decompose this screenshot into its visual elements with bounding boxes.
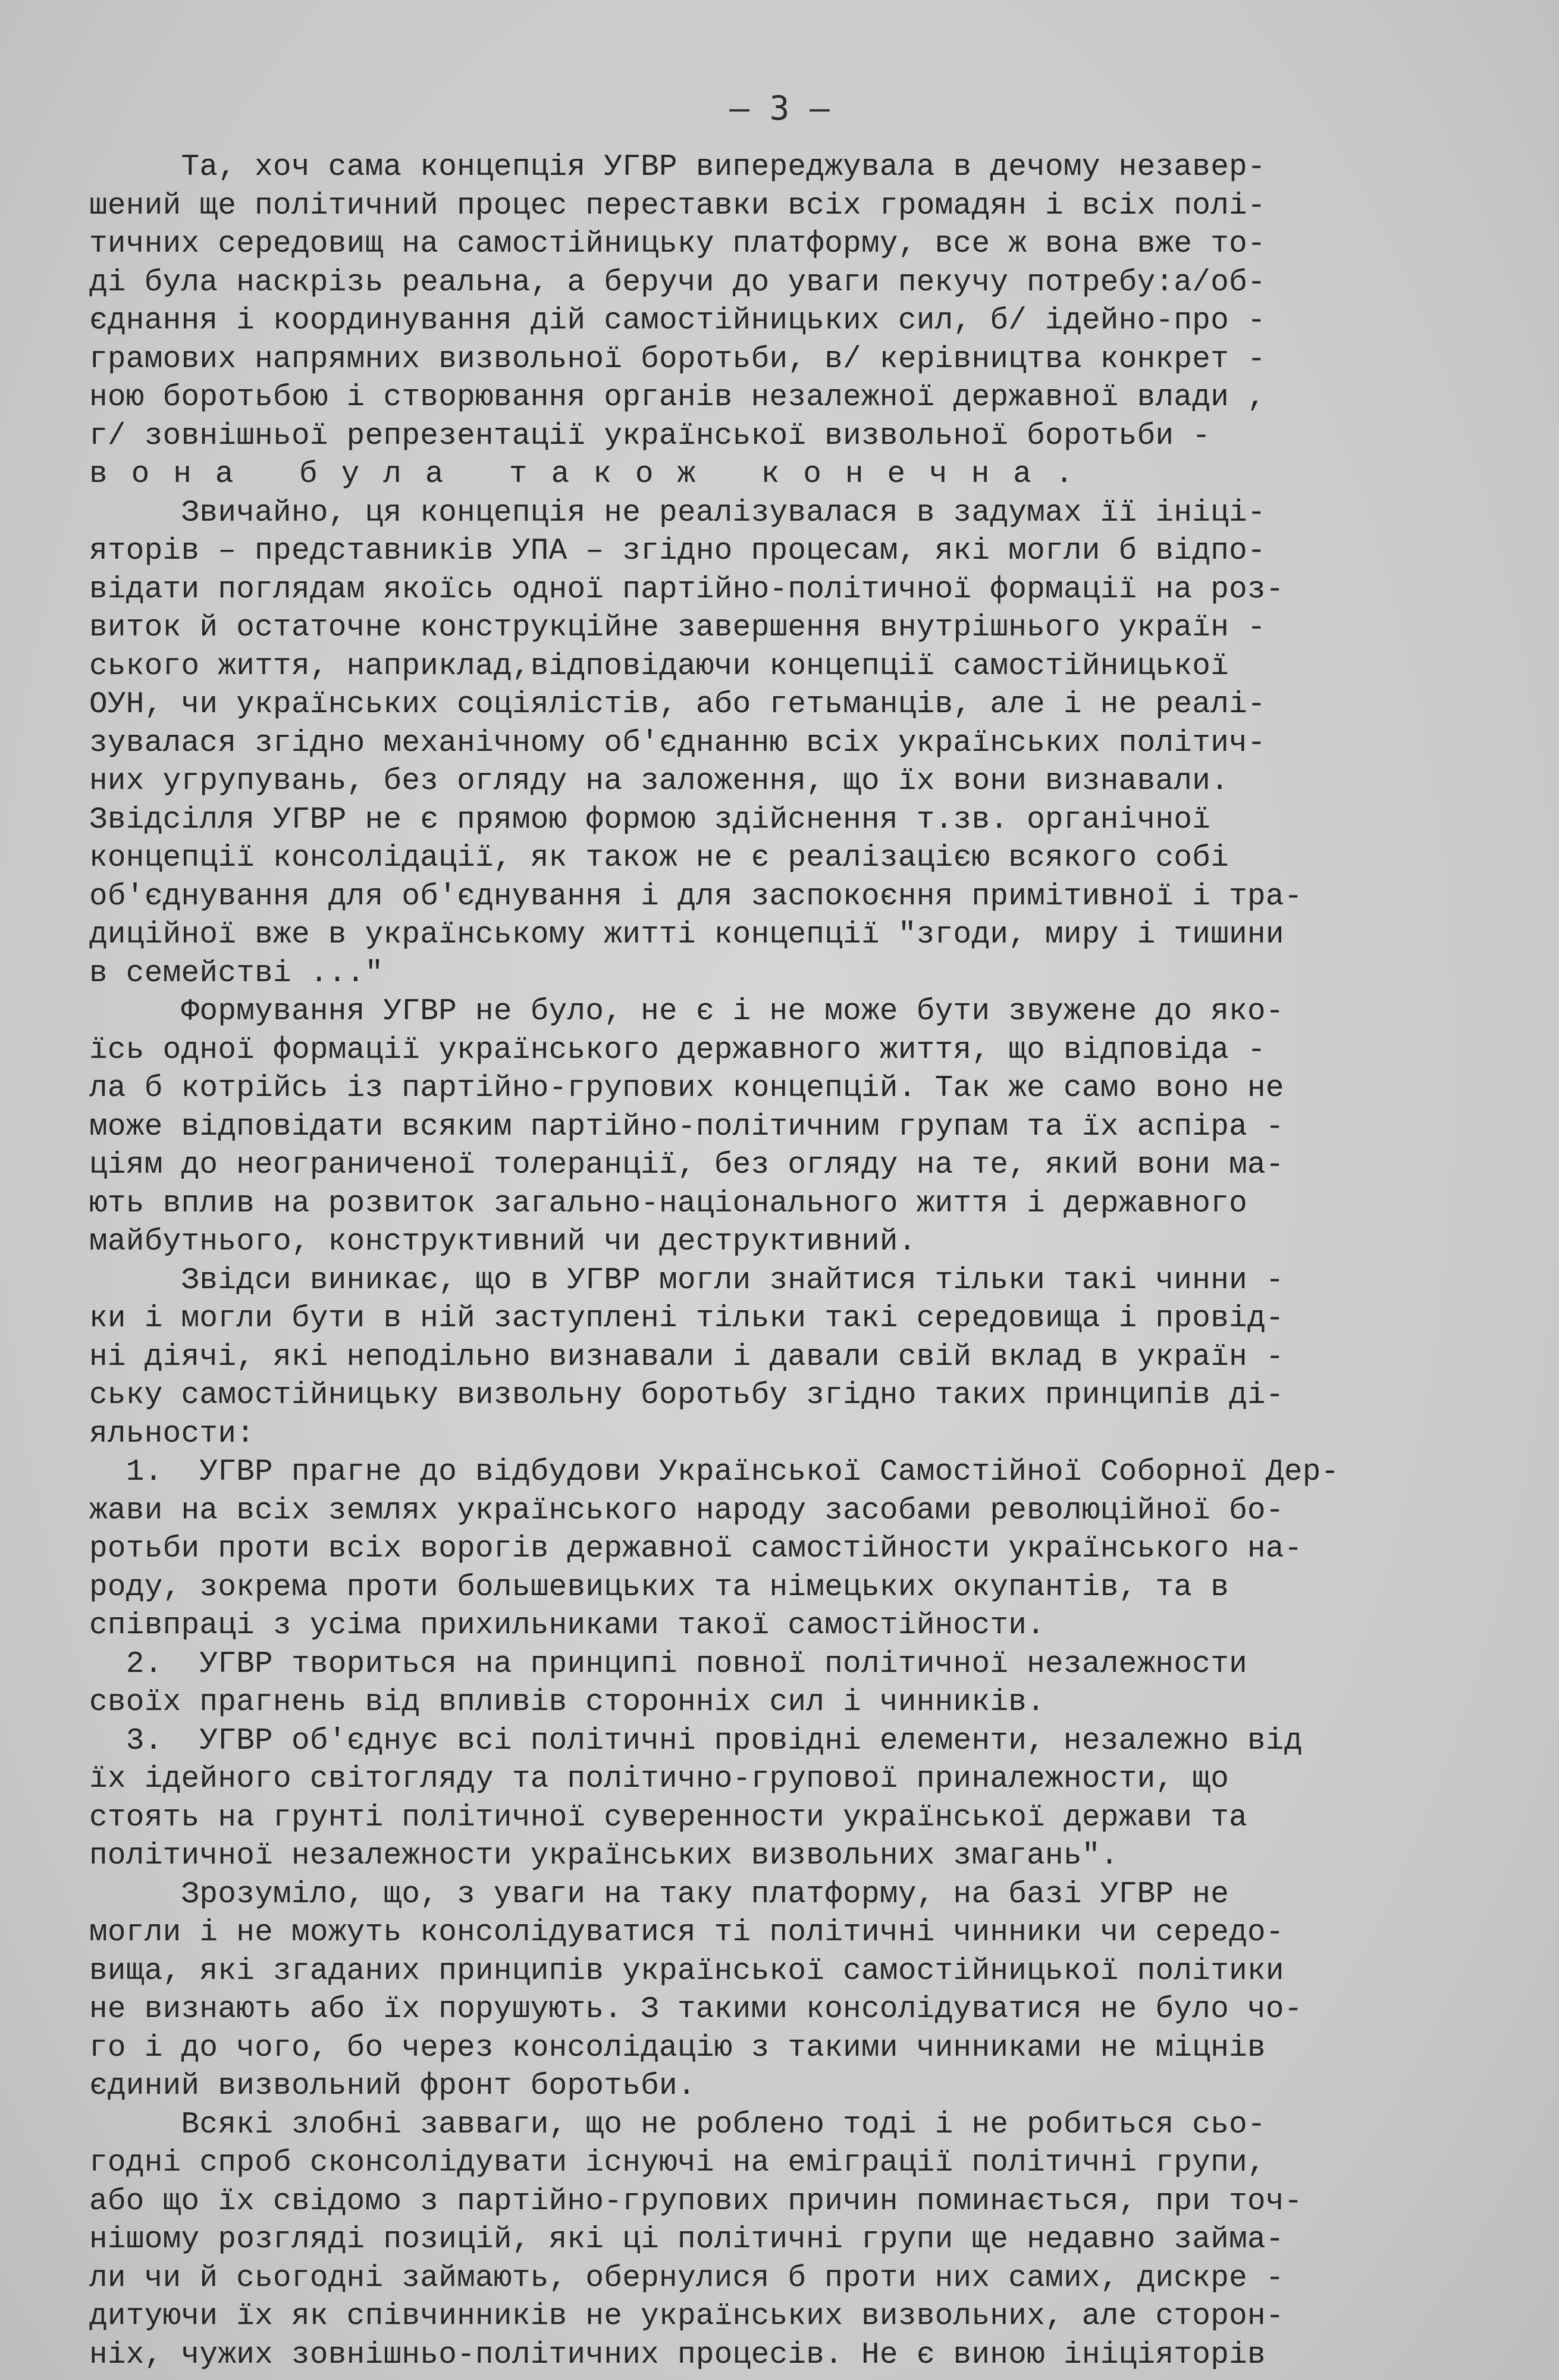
text-line: об'єднування для об'єднування і для заспокоєння примітивної і тра- [89,879,1303,914]
text-line: виток й остаточне конструкційне завершення внутрішнього україн - [89,611,1266,645]
text-line: не визнають або їх порушують. З такими консолідуватися не було чо- [89,1993,1303,2027]
text-line: яторів – представників УПА – згідно процесам, які могли б відпо- [89,534,1266,568]
text-line: Зрозуміло, що, з уваги на таку платформу, на базі УГВР не [89,1877,1229,1912]
text-line: шений ще політичний процес переставки всіх громадян і всіх полі- [89,189,1266,223]
text-line: своїх прагнень від впливів сторонніх сил і чинників. [89,1686,1046,1720]
text-line: вища, які згаданих принципів української самостійницької політики [89,1954,1284,1988]
text-line: дитуючи їх як співчинників не українських визвольних, але сторон- [89,2300,1284,2334]
text-line: нішому розгляді позицій, які ці політичні групи ще недавно займа- [89,2223,1284,2257]
text-line: Звідси виникає, що в УГВР могли знайтися тільки такі чинни - [89,1263,1284,1298]
text-line: може відповідати всяким партійно-політичним групам та їх аспіра - [89,1110,1284,1144]
text-line: політичної незалежности українських визвольних змагань". [89,1839,1119,1873]
text-line: стоять на грунті політичної суверенности української держави та [89,1800,1248,1835]
text-line: ла б котрійсь із партійно-групових концепцій. Так же само воно не [89,1072,1284,1106]
text-line: їх ідейного світогляду та політично-групової приналежности, що [89,1762,1229,1796]
text-line: Та, хоч сама концепція УГВР випереджувала в дечому незавер- [89,151,1266,184]
text-line: грамових напрямних визвольної боротьби, в/ керівництва конкрет - [89,342,1266,377]
document-body [89,149,1493,2375]
text-line: концепції консолідації, як також не є реалізацією всякого собі [89,841,1229,875]
text-line: 1. УГВР прагне до відбудови Української Самостійної Соборної Дер- [89,1455,1340,1489]
text-line: ротьби проти всіх ворогів державної самостійности українського на- [89,1532,1303,1566]
text-line: яльности: [89,1417,255,1451]
text-line: ною боротьбою і створювання органів незалежної державної влади , [89,381,1266,415]
text-line: ють вплив на розвиток загально-національного життя і державного [89,1186,1248,1221]
text-line: ді була наскрізь реальна, а беручи до уваги пекучу потребу:а/об- [89,265,1266,300]
text-line: диційної вже в українському житті концепції "згоди, миру і тишини [89,918,1284,952]
text-line: г/ зовнішньої репрезентації української визвольної боротьби - [89,419,1211,453]
text-line: ську самостійницьку визвольну боротьбу згідно таких принципів ді- [89,1379,1284,1413]
text-line: ського життя, наприклад,відповідаючи концепції самостійницької [89,649,1229,684]
text-line: жави на всіх землях українського народу засобами революційної бо- [89,1493,1284,1528]
text-line: відати поглядам якоїсь одної партійно-політичної формації на роз- [89,572,1284,607]
text-line: єднання і координування дій самостійницьких сил, б/ ідейно-про - [89,304,1266,338]
text-line: зувалася згідно механічному об'єднанню всіх українських політич- [89,726,1266,760]
text-line: ки і могли бути в ній заступлені тільки такі середовища і провід- [89,1302,1284,1336]
text-line: роду, зокрема проти большевицьких та німецьких окупантів, та в [89,1570,1229,1605]
text-line: тичних середовищ на самостійницьку платформу, все ж вона вже то- [89,227,1266,261]
text-line: вона була також конечна. [89,458,1097,491]
text-line: годні спроб сконсолідувати існуючі на еміграції політичні групи, [89,2146,1266,2180]
text-line: 3. УГВР об'єднує всі політичні провідні елементи, незалежно від [89,1724,1303,1758]
text-line: єдиний визвольний фронт боротьби. [89,2069,696,2103]
text-line: ні діячі, які неподільно визнавали і давали свій вклад в україн - [89,1340,1284,1374]
text-line: ОУН, чи українських соціялістів, або гетьманців, але і не реалі- [89,688,1266,722]
text-line: 2. УГВР твориться на принципі повної політичної незалежности [89,1647,1248,1681]
text-line: го і до чого, бо через консолідацію з такими чинниками не міцнів [89,2031,1266,2065]
text-line: їсь одної формації українського державного життя, що відповіда - [89,1033,1266,1067]
text-line: Звідсілля УГВР не є прямою формою здійснення т.зв. органічної [89,803,1211,837]
text-line: Звичайно, ця концепція не реалізувалася в задумах її ініці- [89,496,1266,530]
text-line: могли і не можуть консолідуватися ті політичні чинники чи середо- [89,1916,1284,1950]
text-line: ли чи й сьогодні займають, обернулися б проти них самих, дискре - [89,2261,1284,2296]
text-line: майбутнього, конструктивний чи деструктивний. [89,1225,917,1259]
text-line: Формування УГВР не було, не є і не може бути звужене до яко- [89,995,1284,1029]
text-line: ціям до неограниченої толеранції, без огляду на те, який вони ма- [89,1148,1284,1182]
page-number: – 3 – [729,89,830,128]
text-line: в семействі ..." [89,956,384,991]
text-line: ніх, чужих зовнішньо-політичних процесів. Не є виною ініціяторів [89,2338,1266,2372]
text-line: або що їх свідомо з партійно-групових причин поминається, при точ- [89,2184,1303,2219]
text-line: них угрупувань, без огляду на заложення, що їх вони визнавали. [89,765,1229,798]
text-line: Всякі злобні завваги, що не роблено тоді і не робиться сьо- [89,2107,1266,2142]
text-line: співпраці з усіма прихильниками такої самостійности. [89,1609,1046,1643]
